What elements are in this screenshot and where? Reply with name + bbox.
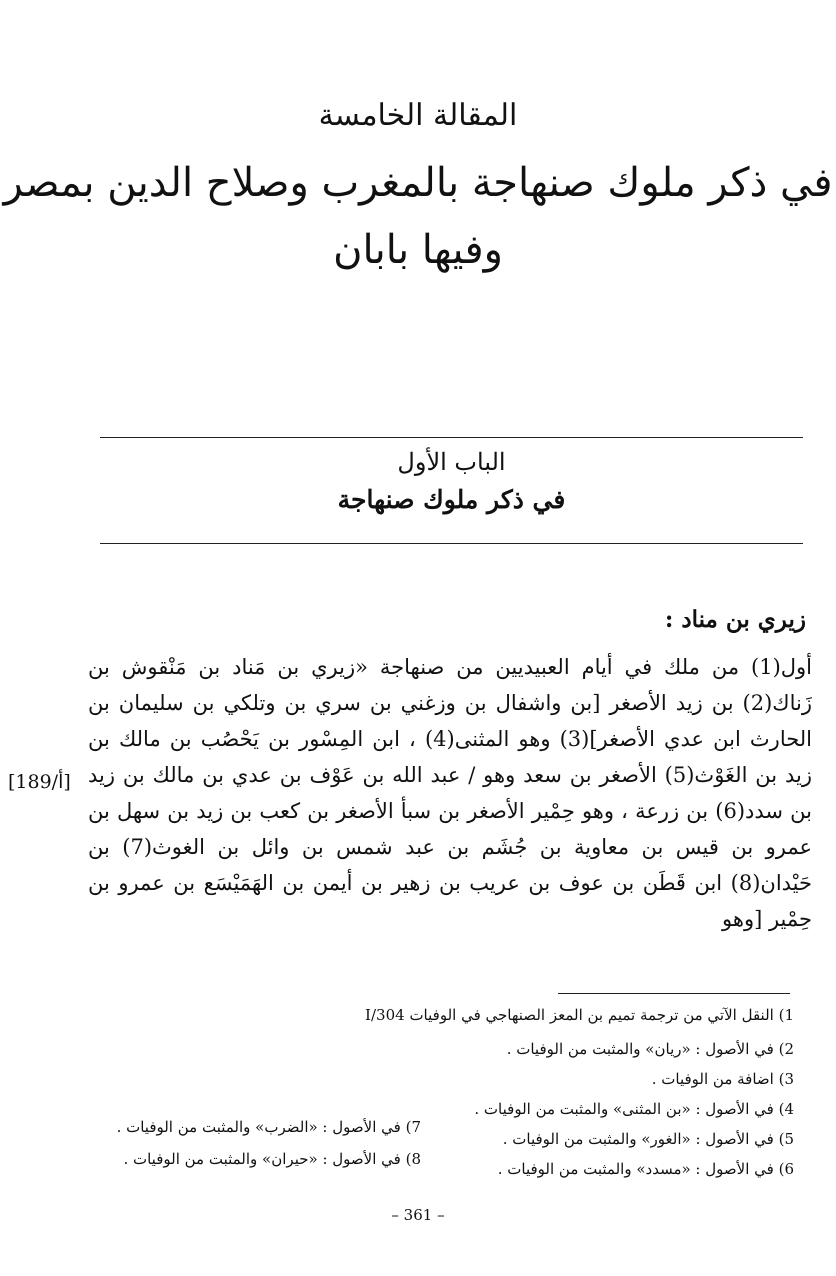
footnote-number: 4) (778, 1100, 794, 1118)
footnote-6 (498, 1160, 794, 1178)
footnote-number: 6) (778, 1160, 794, 1178)
page-number: – 361 – (391, 1206, 445, 1224)
footnote-text: في الأصول : «بن المثنى» والمثبت من الوفيات . (474, 1100, 774, 1118)
footnote-text: في الأصول : «مسدد» والمثبت من الوفيات . (497, 1160, 774, 1178)
footnote-number: 3) (778, 1070, 794, 1088)
footnote-number: 8) (405, 1150, 421, 1168)
body-paragraph: أول(1) من ملك في أيام العبيديين من صنهاجة «زيري بن مَناد بن مَنْقوش بن زَناك(2) بن زيد الأصغر [بن واشفال بن وزغني بن سري بن وتلكي بن سليمان بن الحارث ابن عدي الأصغر](3) وهو المثنى(4) ، ابن المِسْور بن يَحْصُب بن مالك بن زيد بن الغَوْث(5) الأصغر بن سعد وهو / عبد الله بن عَوْف بن عدي بن مالك بن زيد بن سدد(6) بن زرعة ، وهو حِمْير الأصغر بن سبأ الأصغر بن كعب بن زيد بن سهل بن عمرو بن قيس بن معاوية بن جُشَم بن عبد شمس بن وائل بن الغوث(7) بن حَيْدان(8) ابن قَطَن بن عوف بن عريب بن زهير بن أيمن بن الهَمَيْسَع بن عمرو بن حِمْير [وهو (88, 655, 813, 931)
footnote-3 (652, 1070, 794, 1088)
footnote-separator (558, 993, 790, 994)
footnote-1 (365, 1006, 794, 1024)
footnote-text: في الأصول : «ريان» والمثبت من الوفيات . (506, 1040, 774, 1058)
footnote-7 (117, 1118, 421, 1136)
chapter-title: في ذكر ملوك صنهاجة (337, 485, 566, 514)
footnote-number: 7) (405, 1118, 421, 1136)
maqala-title: المقالة الخامسة (318, 98, 518, 133)
footnote-8 (123, 1150, 421, 1168)
manuscript-folio-reference: [189/أ] (8, 771, 71, 793)
footnote-text: في الأصول : «حيران» والمثبت من الوفيات . (123, 1150, 401, 1168)
maqala-subtitle-line-2: وفيها بابان (333, 227, 503, 273)
footnote-number: 2) (778, 1040, 794, 1058)
chapter-label: الباب الأول (397, 448, 506, 476)
chapter-rule-bottom (100, 543, 803, 544)
section-heading: زيري بن مناد : (664, 606, 806, 633)
maqala-subtitle-line-1: في ذكر ملوك صنهاجة بالمغرب وصلاح الدين بمصر (3, 160, 833, 206)
chapter-rule-top (100, 437, 803, 438)
footnote-text: اضافة من الوفيات . (651, 1070, 774, 1088)
footnote-number: 5) (778, 1130, 794, 1148)
footnote-text: النقل الآتي من ترجمة تميم بن المعز الصنهاجي في الوفيات 304/I (365, 1006, 774, 1024)
footnote-number: 1) (778, 1006, 794, 1024)
footnote-4 (474, 1100, 794, 1118)
footnote-5 (503, 1130, 794, 1148)
footnote-2 (507, 1040, 794, 1058)
footnote-text: في الأصول : «الغور» والمثبت من الوفيات . (502, 1130, 774, 1148)
footnote-text: في الأصول : «الضرب» والمثبت من الوفيات . (116, 1118, 401, 1136)
